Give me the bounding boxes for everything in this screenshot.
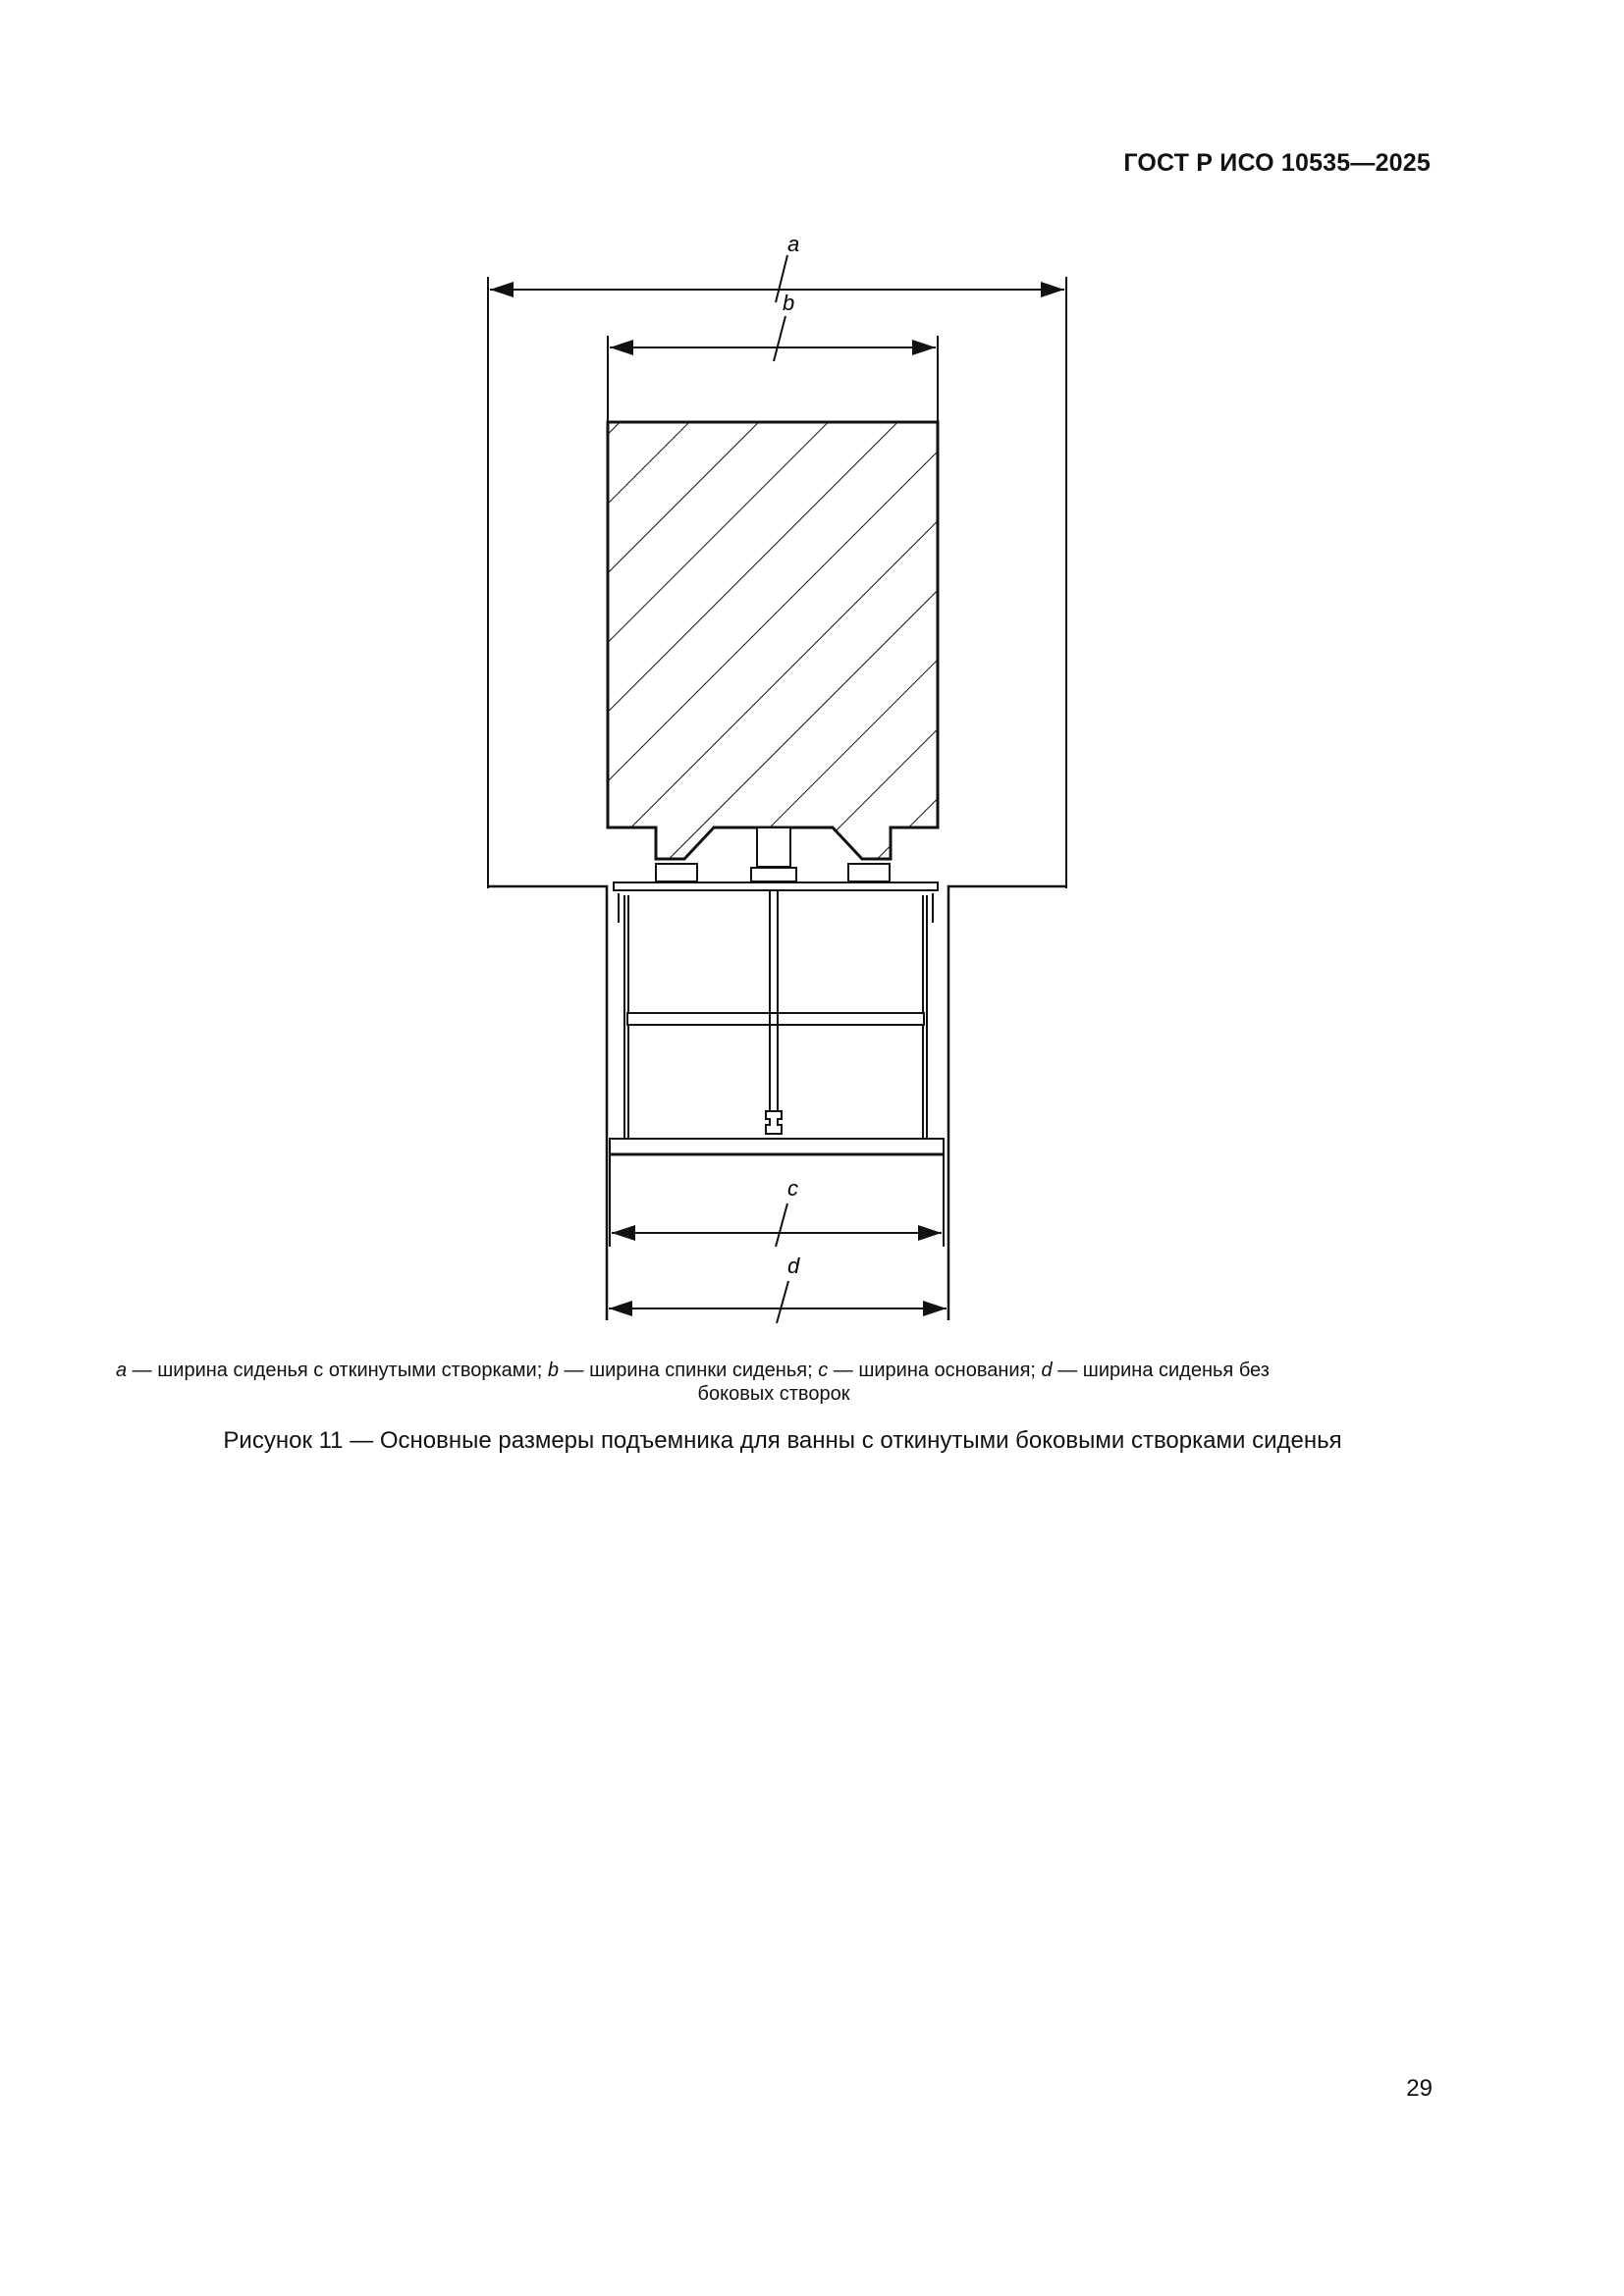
legend-letter-b: b	[547, 1360, 559, 1381]
legend-text-a: — ширина сиденья с откинутыми створками;	[127, 1360, 548, 1381]
legend-letter-c: c	[818, 1360, 829, 1381]
dimension-d	[609, 1281, 947, 1323]
dimension-d-label: d	[787, 1254, 800, 1278]
figure-caption: Рисунок 11 — Основные размеры подъемника для ванны с откинутыми боковыми створками сиденья	[223, 1427, 1342, 1454]
legend-letter-d: d	[1041, 1360, 1053, 1381]
dimension-b-label: b	[783, 291, 795, 315]
seat-back	[608, 422, 938, 859]
figure-legend-continuation: боковых створок	[697, 1383, 850, 1405]
dimension-c	[610, 1154, 944, 1247]
legend-text-b: — ширина спинки сиденья;	[558, 1360, 819, 1381]
dimension-b	[608, 316, 938, 422]
legend-letter-a: a	[116, 1360, 128, 1381]
lift-frame	[610, 882, 944, 1154]
dimension-a-label: a	[787, 232, 800, 256]
figure-legend	[116, 1359, 1432, 1383]
document-header: ГОСТ Р ИСО 10535—2025	[1123, 149, 1431, 177]
legend-text-c: — ширина основания;	[828, 1360, 1042, 1381]
page-number: 29	[1406, 2075, 1433, 2102]
legend-text-d: — ширина сиденья без	[1052, 1360, 1270, 1381]
dimension-c-label: c	[787, 1176, 798, 1201]
